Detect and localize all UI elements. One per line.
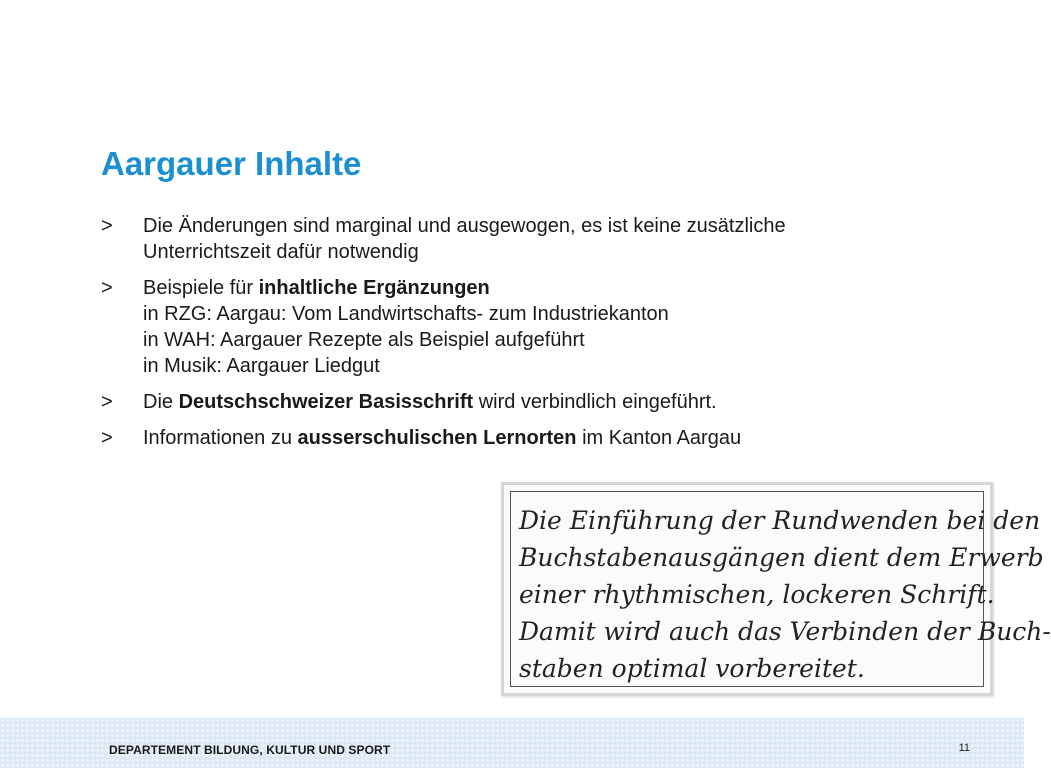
- page-number: 11: [958, 742, 970, 754]
- handwriting-line: staben optimal vorbereitet.: [519, 654, 865, 683]
- bullet-text: Die Änderungen sind marginal und ausgewogen, es ist keine zusätzliche: [143, 215, 786, 237]
- bullet-marker: >: [101, 215, 113, 237]
- bullet-list: [101, 213, 961, 461]
- bullet-text: [143, 275, 961, 301]
- handwriting-sample-frame: [510, 491, 1051, 687]
- bullet-marker: >: [101, 427, 113, 449]
- bullet-text-suffix: im Kanton Aargau: [576, 427, 742, 449]
- slide-title: Aargauer Inhalte: [101, 145, 362, 182]
- handwriting-line: Buchstabenausgängen dient dem Erwerb: [519, 543, 1044, 572]
- handwriting-sample-image: [501, 482, 1051, 696]
- bullet-text-bold: ausserschulischen Lernorten: [297, 427, 577, 449]
- bullet-text-prefix: Die: [143, 391, 179, 413]
- handwriting-line: einer rhythmischen, lockeren Schrift.: [519, 580, 995, 609]
- bullet-item: [101, 213, 961, 265]
- bullet-subline: in RZG: Aargau: Vom Landwirtschafts- zum Industriekanton: [143, 303, 669, 325]
- bullet-text-suffix: wird verbindlich eingeführt.: [473, 391, 717, 413]
- bullet-marker: >: [101, 391, 113, 413]
- bullet-subline: in Musik: Aargauer Liedgut: [143, 355, 380, 377]
- bullet-text-bold: inhaltliche Ergänzungen: [258, 277, 490, 299]
- bullet-text: [143, 389, 961, 415]
- bullet-subline: in WAH: Aargauer Rezepte als Beispiel aufgeführt: [143, 329, 585, 351]
- bullet-text-bold: Deutschschweizer Basisschrift: [178, 391, 474, 413]
- bullet-text: Unterrichtszeit dafür notwendig: [143, 241, 419, 263]
- bullet-item: [101, 275, 961, 379]
- bullet-marker: >: [101, 277, 113, 299]
- bullet-item: [101, 389, 961, 415]
- handwriting-line: Damit wird auch das Verbinden der Buch-: [519, 617, 1051, 646]
- handwriting-line: Die Einführung der Rundwenden bei den: [519, 506, 1041, 535]
- bullet-text-prefix: Informationen zu: [143, 427, 298, 449]
- bullet-text-prefix: Beispiele für: [143, 277, 259, 299]
- footer-department: DEPARTEMENT BILDUNG, KULTUR UND SPORT: [109, 743, 391, 757]
- bullet-item: [101, 425, 961, 451]
- bullet-text: [143, 425, 961, 451]
